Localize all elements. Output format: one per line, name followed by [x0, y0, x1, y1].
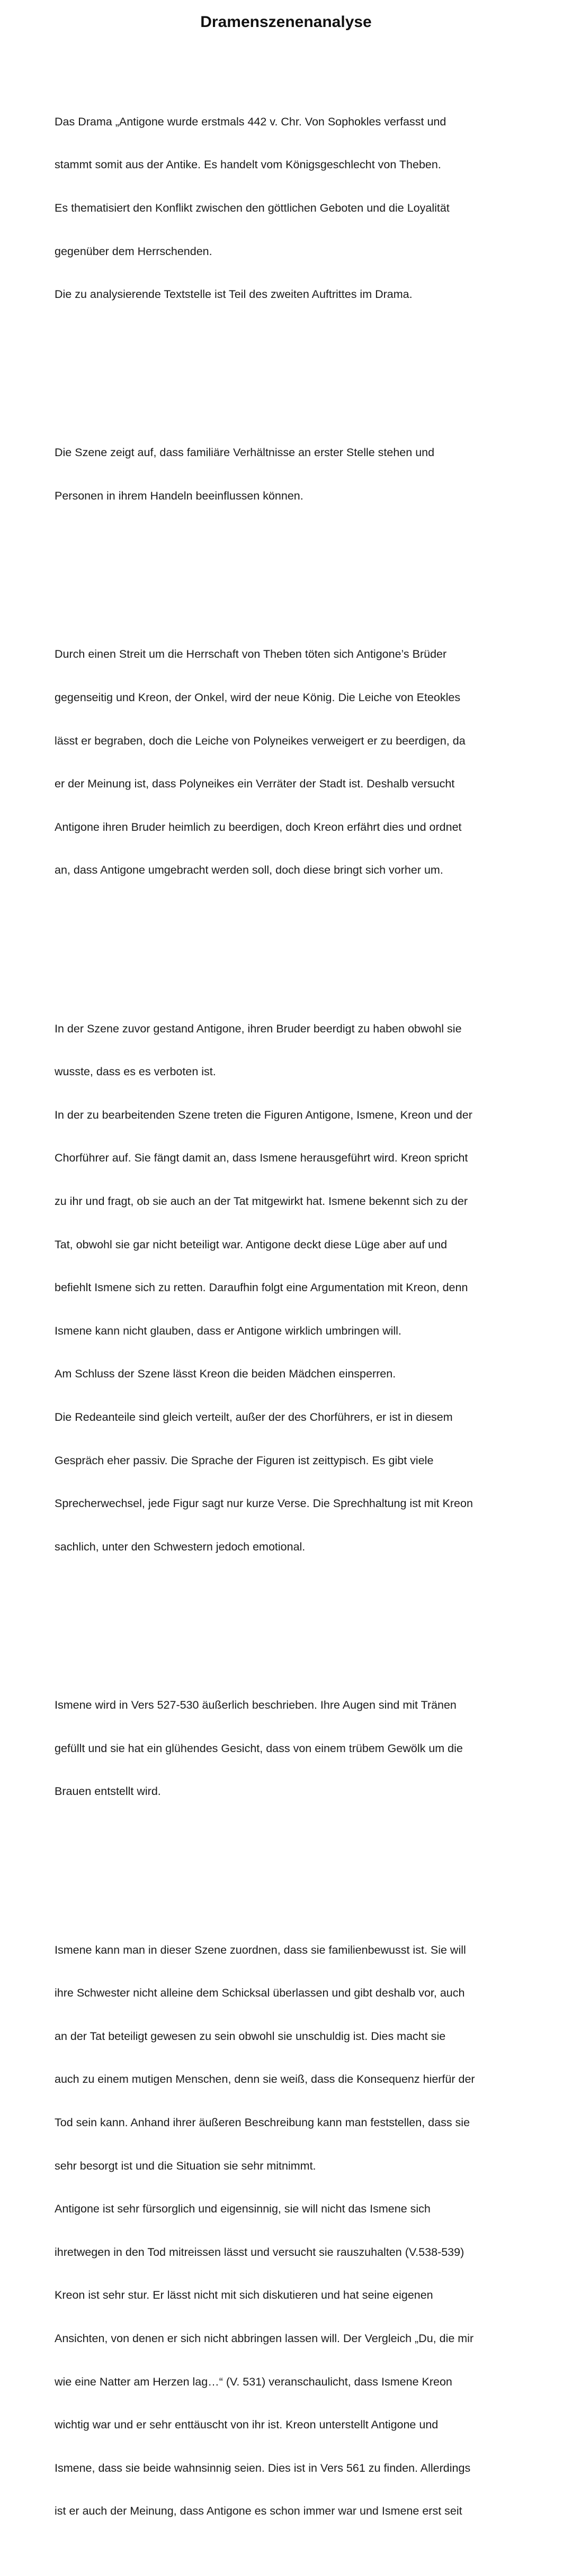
text-line: Antigone ist sehr fürsorglich und eigensinnig, sie will nicht das Ismene sich [55, 2202, 431, 2216]
text-line: Die Szene zeigt auf, dass familiäre Verhältnisse an erster Stelle stehen und [55, 446, 435, 459]
paragraph-gap [55, 561, 531, 575]
text-line: auch zu einem mutigen Menschen, denn sie weiß, dass die Konsequenz hierfür der [55, 2073, 475, 2086]
paragraph-description [55, 1670, 531, 1828]
text-line: Ansichten, von denen er sich nicht abbringen lassen will. Der Vergleich „Du, die mir [55, 2332, 474, 2345]
text-line: Sprecherwechsel, jede Figur sagt nur kurze Verse. Die Sprechhaltung ist mit Kreon [55, 1497, 473, 1510]
paragraph-gap [55, 935, 531, 949]
paragraph-intro [55, 86, 531, 330]
text-line: Es thematisiert den Konflikt zwischen den göttlichen Geboten und die Loyalität [55, 202, 450, 215]
text-line: Die zu analysierende Textstelle ist Teil des zweiten Auftrittes im Drama. [55, 288, 413, 301]
text-line: ihre Schwester nicht alleine dem Schicksal überlassen und gibt deshalb vor, auch [55, 1987, 465, 2000]
text-line: In der zu bearbeitenden Szene treten die Figuren Antigone, Ismene, Kreon und der [55, 1108, 472, 1121]
paragraph-background [55, 619, 531, 906]
text-line: an der Tat beteiligt gewesen zu sein obwohl sie unschuldig ist. Dies macht sie [55, 2029, 446, 2043]
text-line: Kreon ist sehr stur. Er lässt nicht mit sich diskutieren und hat seine eigenen [55, 2289, 433, 2302]
document-title: Dramenszenenanalyse [200, 13, 372, 31]
text-line: Die Redeanteile sind gleich verteilt, außer der des Chorführers, er ist in diesem [55, 1411, 453, 1424]
paragraph-gap [55, 359, 531, 374]
text-line: Ismene wird in Vers 527-530 äußerlich beschrieben. Ihre Augen sind mit Tränen [55, 1699, 457, 1712]
paragraph-characterization [55, 1914, 531, 2547]
text-line: an, dass Antigone umgebracht werden soll, doch diese bringt sich vorher um. [55, 864, 443, 877]
text-line: Tod sein kann. Anhand ihrer äußeren Beschreibung kann man feststellen, dass sie [55, 2116, 470, 2129]
text-line: Ismene, dass sie beide wahnsinnig seien. Dies ist in Vers 561 zu finden. Allerdings [55, 2461, 471, 2474]
text-line: ist er auch der Meinung, dass Antigone es schon immer war und Ismene erst seit [55, 2505, 462, 2518]
text-line: Chorführer auf. Sie fängt damit an, dass Ismene herausgeführt wird. Kreon spricht [55, 1151, 468, 1165]
text-line: gegenüber dem Herrschenden. [55, 244, 212, 258]
text-line: Durch einen Streit um die Herrschaft von Theben töten sich Antigone’s Brüder [55, 648, 447, 661]
text-line: Brauen entstellt wird. [55, 1785, 161, 1798]
text-line: Antigone ihren Bruder heimlich zu beerdigen, doch Kreon erfährt dies und ordnet [55, 820, 462, 833]
text-line: zu ihr und fragt, ob sie auch an der Tat mitgewirkt hat. Ismene bekennt sich zu der [55, 1195, 468, 1208]
text-line: Am Schluss der Szene lässt Kreon die beiden Mädchen einsperren. [55, 1367, 396, 1381]
text-line: Gespräch eher passiv. Die Sprache der Figuren ist zeittypisch. Es gibt viele [55, 1454, 434, 1467]
paragraph-gap [55, 1856, 531, 1871]
text-line: wichtig war und er sehr enttäuscht von ihr ist. Kreon unterstellt Antigone und [55, 2418, 439, 2432]
paragraph-thesis [55, 417, 531, 532]
text-line: In der Szene zuvor gestand Antigone, ihren Bruder beerdigt zu haben obwohl sie [55, 1022, 462, 1035]
text-line: befiehlt Ismene sich zu retten. Daraufhin folgt eine Argumentation mit Kreon, denn [55, 1281, 468, 1294]
text-line: Tat, obwohl sie gar nicht beteiligt war. Antigone deckt diese Lüge aber auf und [55, 1238, 448, 1251]
text-line: Ismene kann man in dieser Szene zuordnen, dass sie familienbewusst ist. Sie will [55, 1943, 466, 1956]
text-line: gefüllt und sie hat ein glühendes Gesicht, dass von einem trübem Gewölk um die [55, 1741, 463, 1755]
paragraph-gap [55, 1612, 531, 1626]
paragraph-scene-content [55, 993, 531, 1583]
text-line: sehr besorgt ist und die Situation sie sehr mitnimmt. [55, 2159, 316, 2172]
text-line: wusste, dass es es verboten ist. [55, 1065, 216, 1078]
text-line: Personen in ihrem Handeln beeinflussen können. [55, 489, 303, 503]
text-line: ihretwegen in den Tod mitreissen lässt und versucht sie rauszuhalten (V.538-539) [55, 2245, 464, 2258]
document-body [55, 57, 531, 2576]
text-line: Das Drama „Antigone wurde erstmals 442 v. Chr. Von Sophokles verfasst und [55, 115, 446, 128]
text-line: gegenseitig und Kreon, der Onkel, wird der neue König. Die Leiche von Eteokles [55, 691, 461, 704]
text-line: wie eine Natter am Herzen lag…“ (V. 531) veranschaulicht, dass Ismene Kreon [55, 2375, 452, 2388]
text-line: Ismene kann nicht glauben, dass er Antigone wirklich umbringen will. [55, 1324, 401, 1337]
text-line: lässt er begraben, doch die Leiche von Polyneikes verweigert er zu beerdigen, da [55, 734, 466, 747]
text-line: er der Meinung ist, dass Polyneikes ein Verräter der Stadt ist. Deshalb versucht [55, 777, 455, 791]
text-line: stammt somit aus der Antike. Es handelt vom Königsgeschlecht von Theben. [55, 158, 441, 171]
text-line: sachlich, unter den Schwestern jedoch emotional. [55, 1540, 306, 1553]
